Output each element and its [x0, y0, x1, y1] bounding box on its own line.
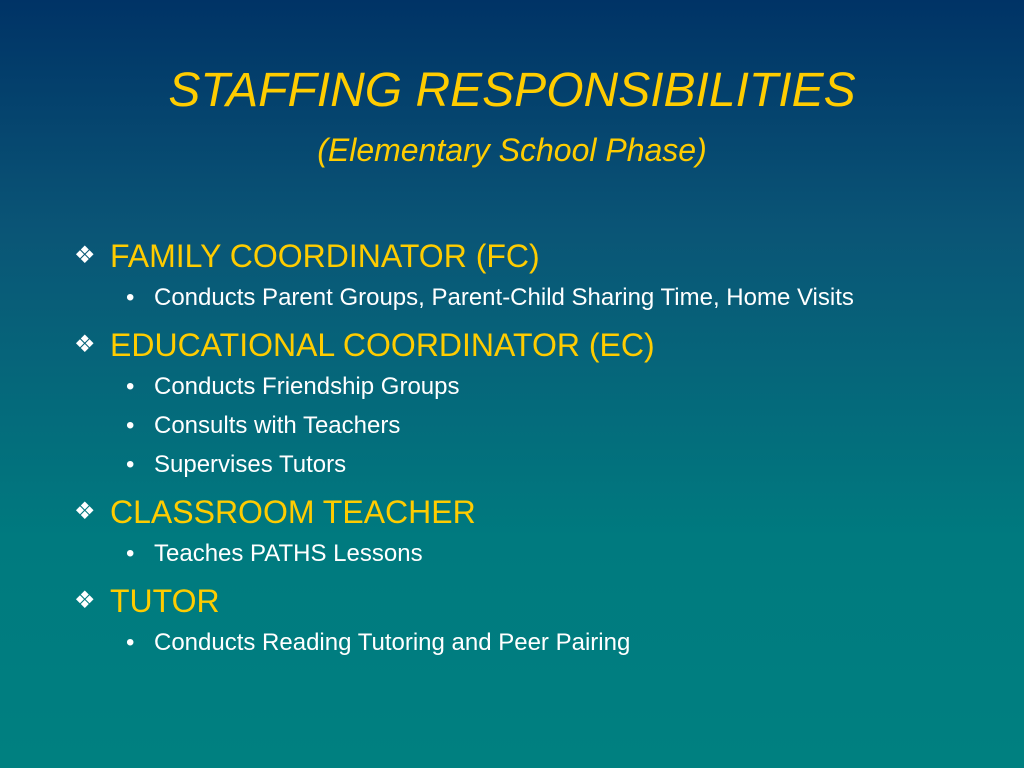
section-family-coordinator	[74, 236, 974, 315]
list-item	[126, 448, 974, 482]
list-item	[126, 537, 974, 571]
list-item	[126, 370, 974, 404]
section-heading	[74, 325, 974, 365]
list-item-text: Conducts Friendship Groups	[154, 373, 460, 400]
list-item-text: Supervises Tutors	[154, 451, 347, 478]
bullet-icon: •	[126, 412, 135, 439]
item-list	[126, 626, 974, 660]
diamond-bullet-icon: ❖	[74, 331, 96, 358]
section-heading-text: CLASSROOM TEACHER	[110, 494, 476, 530]
slide-subtitle: (Elementary School Phase)	[317, 132, 707, 168]
section-educational-coordinator	[74, 325, 974, 482]
slide-title: STAFFING RESPONSIBILITIES	[168, 64, 856, 117]
bullet-icon: •	[126, 629, 135, 656]
list-item	[126, 281, 974, 315]
bullet-icon: •	[126, 451, 135, 478]
list-item-text: Conducts Parent Groups, Parent-Child Sharing Time, Home Visits	[154, 284, 854, 311]
diamond-bullet-icon: ❖	[74, 498, 96, 525]
section-heading	[74, 492, 974, 532]
bullet-content	[74, 236, 974, 660]
list-item-text: Consults with Teachers	[154, 412, 401, 439]
item-list	[126, 281, 974, 315]
list-item-text: Conducts Reading Tutoring and Peer Pairing	[154, 629, 631, 656]
diamond-bullet-icon: ❖	[74, 587, 96, 614]
list-item	[126, 626, 974, 660]
section-classroom-teacher	[74, 492, 974, 571]
item-list	[126, 370, 974, 482]
section-heading-text: FAMILY COORDINATOR (FC)	[110, 238, 540, 274]
list-item	[126, 409, 974, 443]
section-heading	[74, 236, 974, 276]
bullet-icon: •	[126, 373, 135, 400]
section-heading-text: EDUCATIONAL COORDINATOR (EC)	[110, 327, 655, 363]
section-tutor	[74, 581, 974, 660]
bullet-icon: •	[126, 284, 135, 311]
bullet-icon: •	[126, 540, 135, 567]
item-list	[126, 537, 974, 571]
section-heading-text: TUTOR	[110, 583, 220, 619]
list-item-text: Teaches PATHS Lessons	[154, 540, 423, 567]
section-heading	[74, 581, 974, 621]
diamond-bullet-icon: ❖	[74, 242, 96, 269]
